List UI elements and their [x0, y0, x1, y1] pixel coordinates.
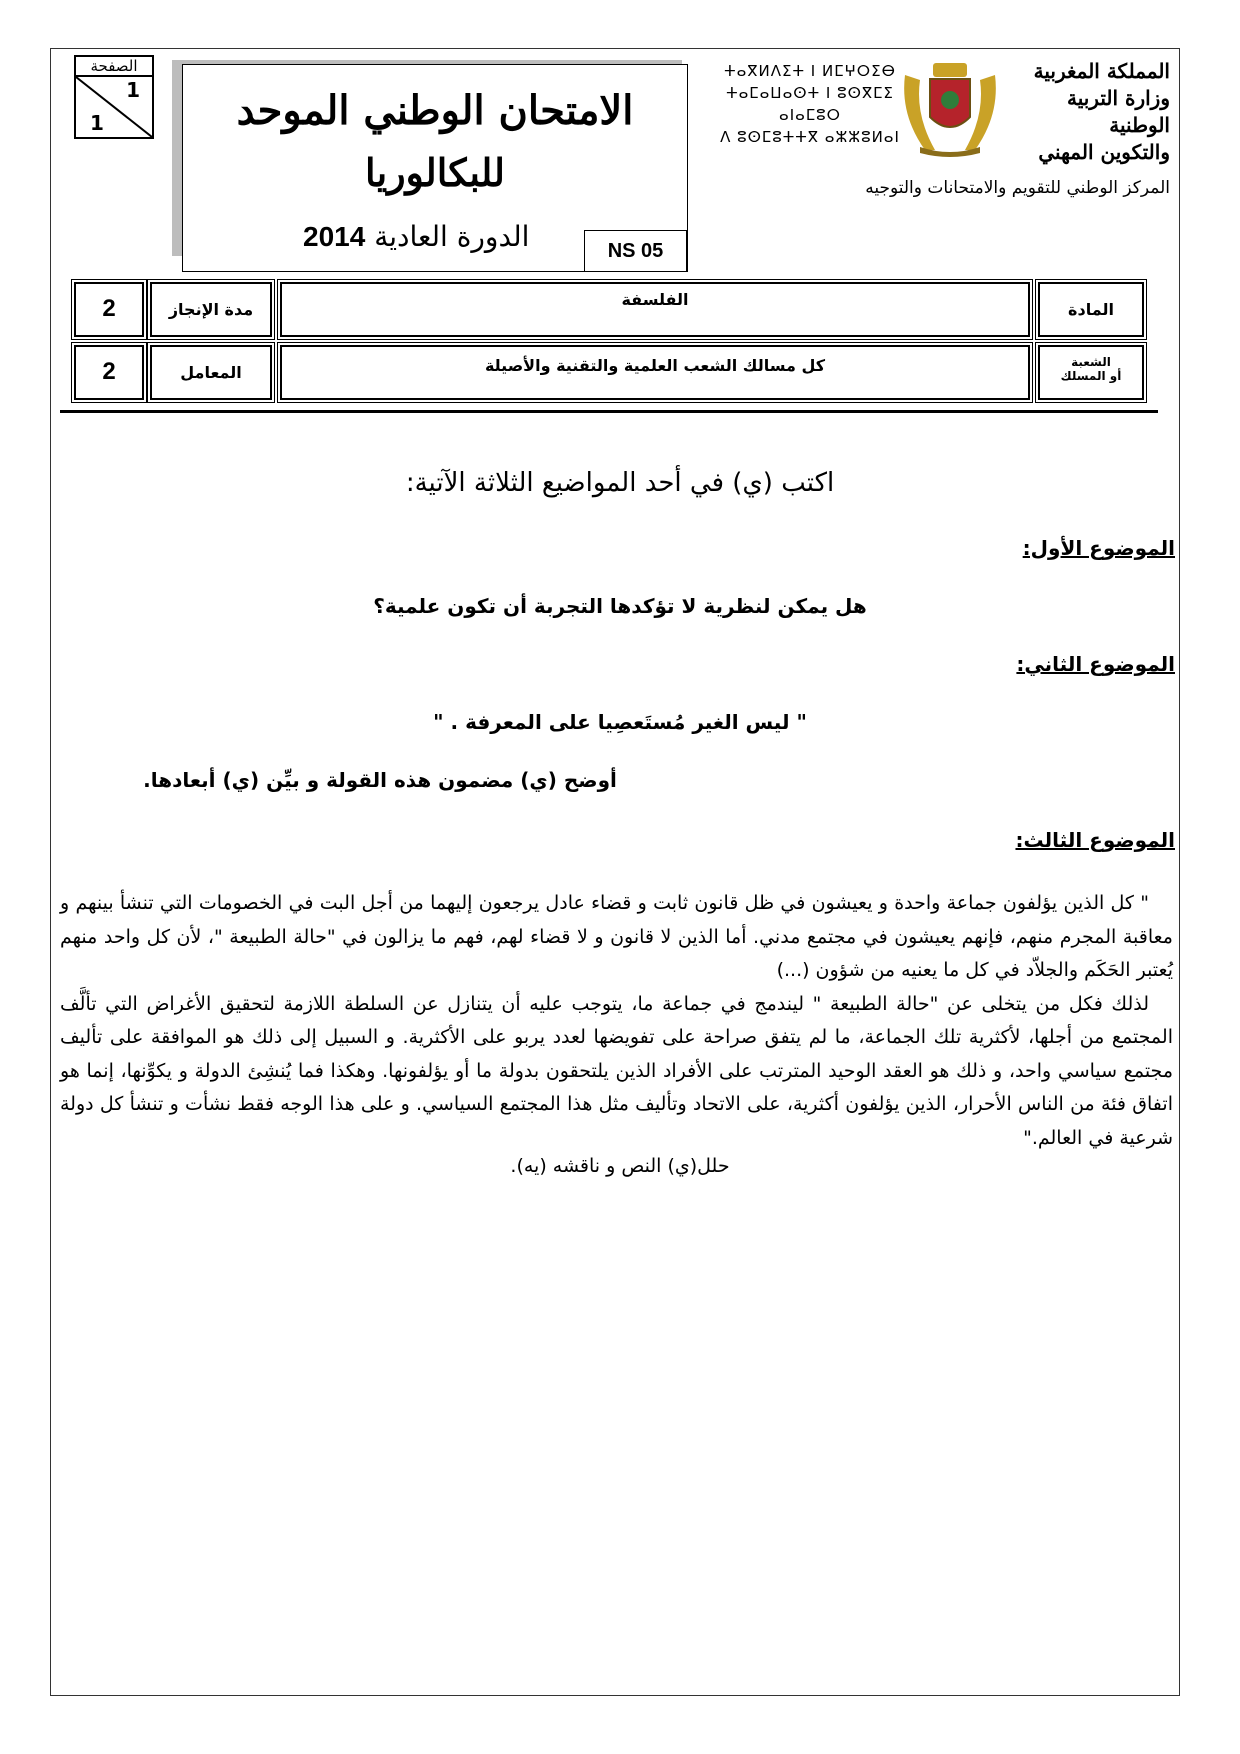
subject-value: الفلسفة	[280, 282, 1030, 337]
topic2-quote: " ليس الغير مُستَعصِيا على المعرفة . "	[433, 710, 807, 734]
page-current: 1	[126, 78, 140, 102]
fraction-diagonal	[76, 77, 152, 137]
duration-value: 2	[74, 282, 144, 337]
topic1-question: هل يمكن لنظرية لا تؤكدها التجربة أن تكون علمية؟	[373, 594, 867, 618]
ministry-line: والتكوين المهني	[1038, 140, 1170, 164]
tifinagh-header	[710, 60, 910, 148]
session-year: 2014	[303, 221, 366, 252]
subject-label: المادة	[1038, 282, 1144, 337]
branch-value: كل مسالك الشعب العلمية والتقنية والأصيلة	[280, 345, 1030, 400]
royal-emblem-icon	[895, 55, 1005, 160]
topic2-heading: الموضوع الثاني:	[1016, 652, 1175, 676]
topic1-heading: الموضوع الأول:	[1022, 536, 1175, 560]
coefficient-value: 2	[74, 345, 144, 400]
page-fraction	[74, 75, 154, 139]
ministry-line: المملكة المغربية	[1033, 59, 1170, 83]
branch-label-line: أو المسلك	[1060, 369, 1122, 383]
passage-paragraph: لذلك فكل من يتخلى عن "حالة الطبيعة " ليندمج في جماعة ما، يتوجب عليه أن يتنازل عن السلطة اللازمة لتحقيق الأغراض التي تألَّف المجتمع من أجلها، لأكثرية تلك الجماعة، ما لم يتفق صراحة على تفويضها لعدد يربو على الأكثرية. و السبيل إلى ذلك هو الموافقة على تأليف مجتمع سياسي واحد، و ذلك هو العقد الوحيد المترتب على الأفراد الذين يلتحقون بدولة ما أو يؤلفونها. وهكذا فما يُنشِئ الدولة و يكوِّنها، إنما هو اتفاق فئة من الناس الأحرار، الذين يؤلفون أكثرية، على الاتحاد وتأليف مثل هذا المجتمع السياسي. و على هذا الوجه فقط نشأت و تنشأ كل دولة شرعية في العالم."	[60, 992, 1173, 1149]
ministry-name	[1010, 58, 1170, 166]
page-total: 1	[90, 111, 104, 135]
topic3-heading: الموضوع الثالث:	[1015, 828, 1175, 852]
header-divider	[60, 410, 1158, 413]
branch-label-line: الشعبة	[1071, 355, 1111, 369]
ministry-line: وزارة التربية الوطنية	[1066, 86, 1170, 137]
topic2-task: أوضح (ي) مضمون هذه القولة و بيِّن (ي) أبعادها.	[143, 768, 617, 792]
exam-subtitle: للبكالوريا	[365, 150, 505, 195]
passage-paragraph: " كل الذين يؤلفون جماعة واحدة و يعيشون في ظل قانون ثابت و قضاء عادل يرجعون إليهما من أجل البت في الخصومات التي تنشأ بينهم و معاقبة المجرم منهم، فإنهم يعيشون في مجتمع مدني. أما الذين لا قانون و لا قضاء لهم، فهم ما يزالون في "حالة الطبيعة "، لأن كل واحد منهم يُعتبر الحَكَم والجلاّد في كل ما يعنيه من شؤون (...)	[60, 892, 1173, 981]
exam-title: الامتحان الوطني الموحد	[236, 87, 634, 134]
coefficient-label: المعامل	[150, 345, 272, 400]
exam-code: NS 05	[584, 230, 687, 272]
exam-center-name: المركز الوطني للتقويم والامتحانات والتوجيه	[865, 178, 1170, 198]
topic3-task: حلل(ي) النص و ناقشه (يه).	[510, 1155, 730, 1177]
session-text: الدورة العادية	[374, 220, 530, 253]
page-label: الصفحة	[74, 55, 154, 77]
topic3-passage	[60, 887, 1173, 1155]
tifinagh-line: ⵜⴰⴳⵍⴷⵉⵜ ⵏ ⵍⵎⵖⵔⵉⴱ	[724, 62, 896, 80]
duration-label: مدة الإنجاز	[150, 282, 272, 337]
session-line	[303, 220, 529, 253]
tifinagh-line: ⴷ ⵓⵙⵎⵓⵜⵜⴳ ⴰⵣⵣⵓⵍⴰⵏ	[720, 128, 900, 146]
branch-label	[1038, 345, 1144, 400]
page-indicator	[74, 55, 154, 139]
tifinagh-line: ⵜⴰⵎⴰⵡⴰⵙⵜ ⵏ ⵓⵙⴳⵎⵉ ⴰⵏⴰⵎⵓⵔ	[726, 84, 894, 124]
instruction: اكتب (ي) في أحد المواضيع الثلاثة الآتية:	[405, 468, 835, 498]
